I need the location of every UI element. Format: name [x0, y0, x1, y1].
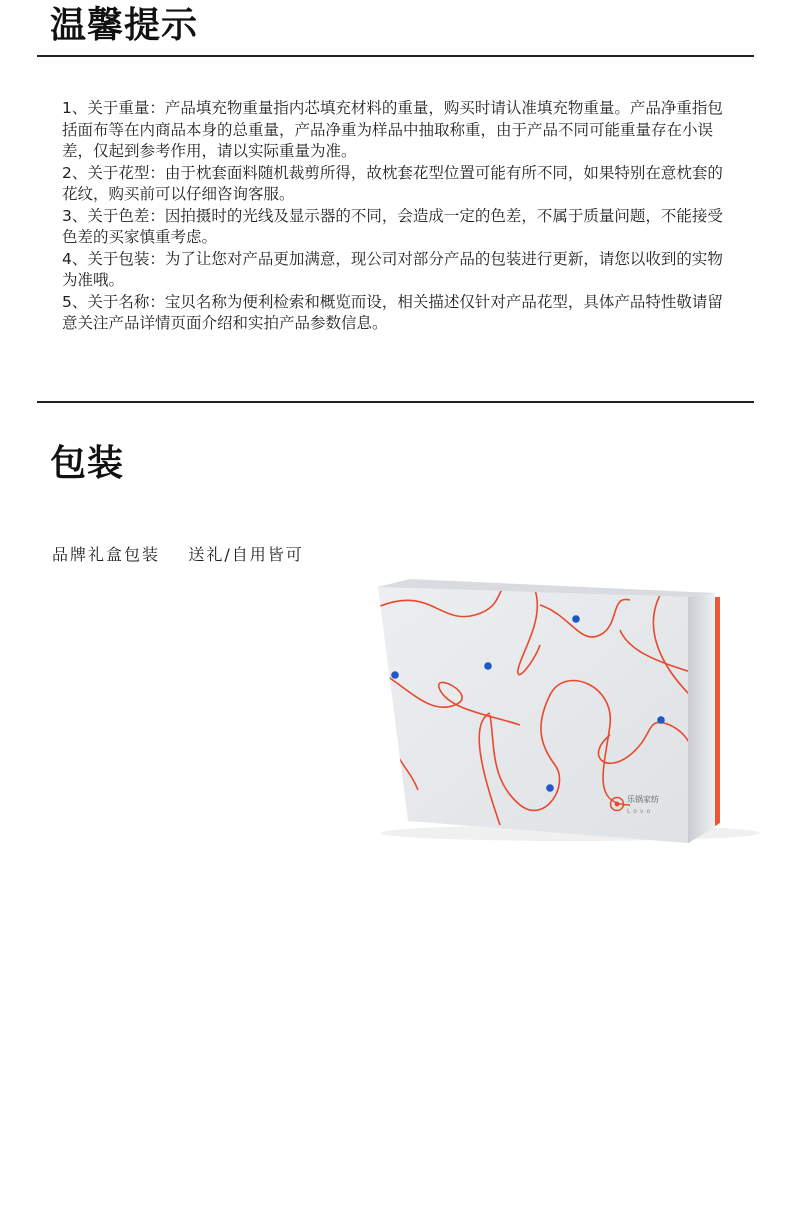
- notice-item-packaging: 4、关于包装：为了让您对产品更加满意，现公司对部分产品的包装进行更新，请您以收到的实物为准哦。: [62, 249, 723, 289]
- box-lid-front: [378, 587, 688, 843]
- notice-item-name: 5、关于名称：宝贝名称为便利检索和概览而设，相关描述仅针对产品花型，具体产品特性敬请留意关注产品详情页面介绍和实拍产品参数信息。: [62, 292, 723, 332]
- notice-item-pattern: 2、关于花型：由于枕套面料随机裁剪所得，故枕套花型位置可能有所不同，如果特别在意枕套的花纹，购买前可以仔细咨询客服。: [62, 163, 723, 203]
- package-caption: 品牌礼盒包装 送礼/自用皆可: [52, 545, 304, 564]
- notice-title: 温馨提示: [50, 5, 199, 46]
- notice-item-color: 3、关于色差：因拍摄时的光线及显示器的不同，会造成一定的色差，不属于质量问题，不能接受色差的买家慎重考虑。: [62, 206, 723, 246]
- gift-box-image: [370, 575, 780, 845]
- box-lid-side: [688, 593, 715, 843]
- section-divider: [37, 401, 754, 403]
- section-divider: [37, 55, 754, 57]
- package-title: 包装: [50, 443, 125, 484]
- svg-text:乐锅家纺: 乐锅家纺: [627, 795, 659, 804]
- notice-item-weight: 1、关于重量：产品填充物重量指内芯填充材料的重量，购买时请认准填充物重量。产品净重指包括面布等在内商品本身的总重量，产品净重为样品中抽取称重，由于产品不同可能重量存在小误差，仅起到参考作用，请以实际重量为准。: [62, 99, 723, 160]
- notice-list: [62, 98, 734, 335]
- svg-text:Lovo: Lovo: [627, 808, 654, 815]
